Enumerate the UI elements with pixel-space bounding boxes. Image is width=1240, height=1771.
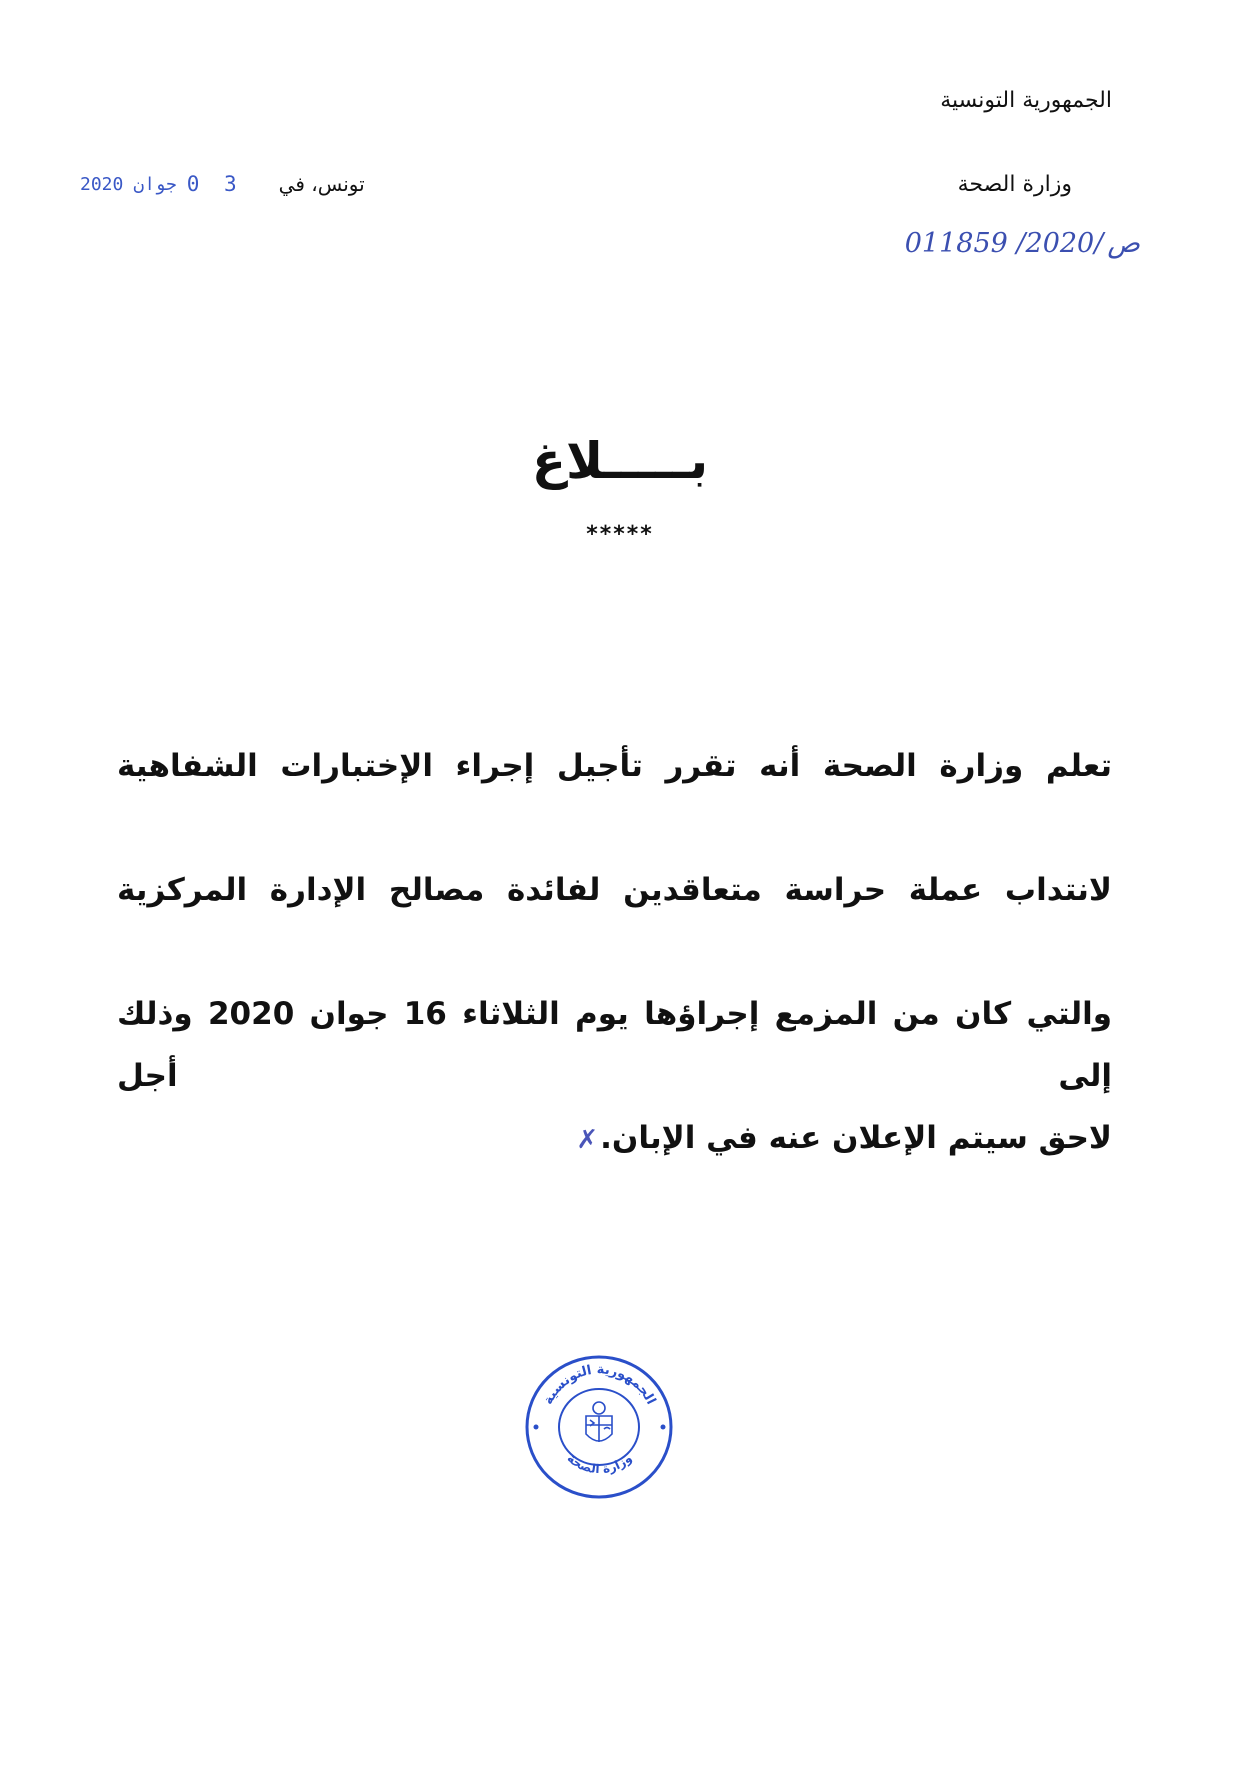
date-line <box>80 172 365 196</box>
official-seal-icon <box>522 1350 677 1505</box>
seal-bottom-text: وزارة الصحة <box>564 1451 635 1477</box>
date-stamp-month: جوان <box>133 173 177 195</box>
announcement-body <box>117 735 1112 1231</box>
body-line: تعلم وزارة الصحة أنه تقرر تأجيل إجراء الإختبارات الشفاهية <box>117 748 1112 784</box>
reference-prefix: ص <box>1107 228 1140 259</box>
date-place-label: تونس، في <box>278 172 365 196</box>
reference-number-value: 011859 <box>904 228 1008 259</box>
title-separator: ***** <box>586 522 654 547</box>
date-stamp-year-left: 2020 <box>80 173 124 195</box>
document-title: بـــــلاغ <box>531 432 709 490</box>
reference-year: 2020 <box>1025 228 1095 259</box>
ministry-name: وزارة الصحة <box>957 172 1072 197</box>
handwritten-tick-icon: ✗ <box>576 1125 599 1155</box>
body-line: والتي كان من المزمع إجراؤها يوم الثلاثاء 16 جوان 2020 وذلك إلى أجل <box>117 996 1113 1094</box>
republic-heading: الجمهورية التونسية <box>940 88 1112 113</box>
date-stamp-day: 0 3 <box>186 172 243 196</box>
body-line-text: لاحق سيتم الإعلان عنه في الإبان. <box>600 1120 1112 1156</box>
reference-number: 011859 /2020/ ص <box>904 228 1140 259</box>
date-stamp <box>80 172 243 196</box>
seal-outer-text: الجمهورية التونسية <box>540 1362 659 1408</box>
body-line <box>117 1107 1112 1231</box>
body-line: لانتداب عملة حراسة متعاقدين لفائدة مصالح الإدارة المركزية <box>117 872 1112 908</box>
